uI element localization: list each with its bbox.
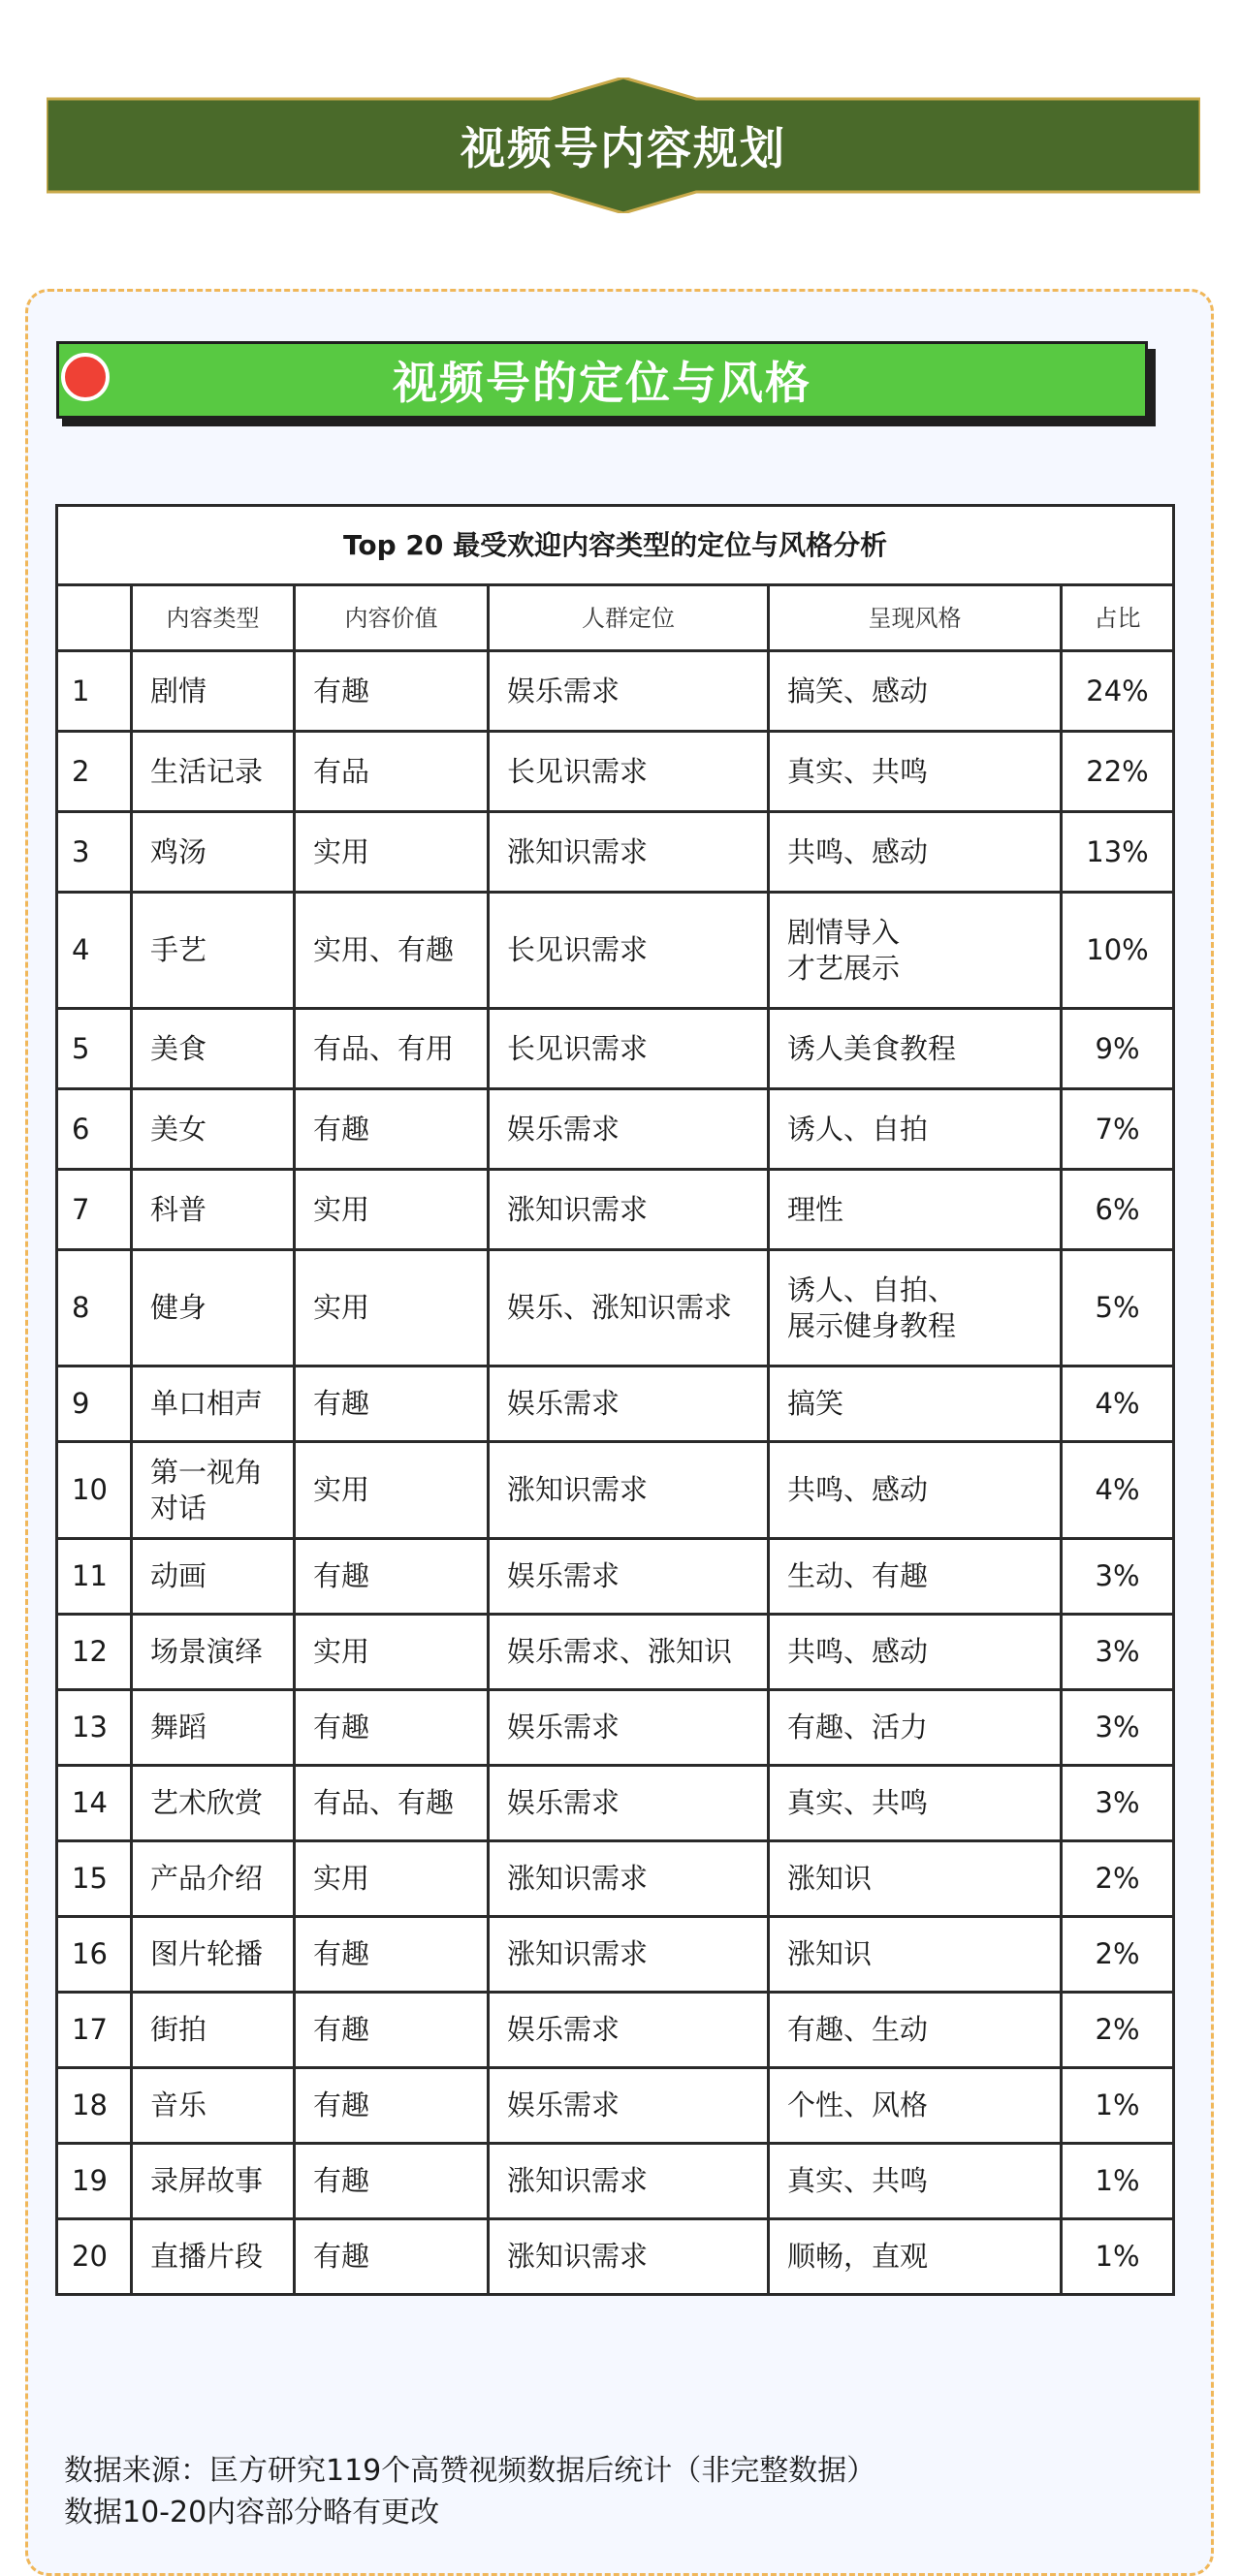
row-index: 12 xyxy=(57,1615,132,1690)
row-style: 诱人美食教程 xyxy=(769,1009,1062,1089)
row-content-value: 有趣 xyxy=(295,1993,489,2068)
row-share: 5% xyxy=(1062,1250,1174,1367)
table-row xyxy=(57,1766,1174,1841)
row-style: 剧情导入 才艺展示 xyxy=(769,893,1062,1009)
row-index: 4 xyxy=(57,893,132,1009)
row-audience: 娱乐需求 xyxy=(489,1690,769,1766)
table-row xyxy=(57,2219,1174,2295)
section-header xyxy=(56,341,1156,424)
row-audience: 娱乐需求 xyxy=(489,1993,769,2068)
row-index: 9 xyxy=(57,1367,132,1442)
header-content-value: 内容价值 xyxy=(295,585,489,651)
row-content-value: 有趣 xyxy=(295,1367,489,1442)
row-content-value: 实用 xyxy=(295,1442,489,1539)
row-content-value: 实用 xyxy=(295,1170,489,1250)
row-audience: 涨知识需求 xyxy=(489,1841,769,1917)
row-style: 诱人、自拍 xyxy=(769,1089,1062,1170)
row-audience: 涨知识需求 xyxy=(489,2219,769,2295)
row-audience: 涨知识需求 xyxy=(489,1442,769,1539)
row-content-value: 有趣 xyxy=(295,651,489,732)
table-row xyxy=(57,1615,1174,1690)
table-row xyxy=(57,1539,1174,1615)
row-audience: 长见识需求 xyxy=(489,732,769,812)
row-content-type: 鸡汤 xyxy=(132,812,295,893)
row-share: 3% xyxy=(1062,1766,1174,1841)
row-content-value: 实用 xyxy=(295,1841,489,1917)
row-share: 22% xyxy=(1062,732,1174,812)
row-content-type: 美女 xyxy=(132,1089,295,1170)
page-banner xyxy=(47,78,1200,213)
row-share: 4% xyxy=(1062,1442,1174,1539)
row-style: 真实、共鸣 xyxy=(769,2144,1062,2219)
row-audience: 娱乐需求、涨知识 xyxy=(489,1615,769,1690)
table-row xyxy=(57,1009,1174,1089)
row-content-type: 直播片段 xyxy=(132,2219,295,2295)
row-style: 有趣、活力 xyxy=(769,1690,1062,1766)
row-index: 17 xyxy=(57,1993,132,2068)
table-row xyxy=(57,1917,1174,1993)
table-row xyxy=(57,2144,1174,2219)
row-audience: 长见识需求 xyxy=(489,1009,769,1089)
table-row xyxy=(57,1250,1174,1367)
row-content-type: 产品介绍 xyxy=(132,1841,295,1917)
row-index: 2 xyxy=(57,732,132,812)
row-audience: 娱乐需求 xyxy=(489,1089,769,1170)
row-share: 1% xyxy=(1062,2219,1174,2295)
row-content-type: 艺术欣赏 xyxy=(132,1766,295,1841)
row-index: 16 xyxy=(57,1917,132,1993)
row-share: 3% xyxy=(1062,1539,1174,1615)
table-row xyxy=(57,1690,1174,1766)
row-share: 2% xyxy=(1062,1917,1174,1993)
row-share: 7% xyxy=(1062,1089,1174,1170)
row-content-value: 有品、有用 xyxy=(295,1009,489,1089)
section-title: 视频号的定位与风格 xyxy=(56,341,1148,419)
row-index: 8 xyxy=(57,1250,132,1367)
table-row xyxy=(57,893,1174,1009)
row-style: 个性、风格 xyxy=(769,2068,1062,2144)
row-style: 诱人、自拍、 展示健身教程 xyxy=(769,1250,1062,1367)
table-title: Top 20 最受欢迎内容类型的定位与风格分析 xyxy=(57,506,1174,585)
row-share: 1% xyxy=(1062,2068,1174,2144)
row-index: 5 xyxy=(57,1009,132,1089)
table-header-row xyxy=(57,585,1174,651)
row-content-type: 图片轮播 xyxy=(132,1917,295,1993)
row-style: 搞笑、感动 xyxy=(769,651,1062,732)
row-content-value: 有趣 xyxy=(295,1917,489,1993)
row-audience: 娱乐需求 xyxy=(489,1539,769,1615)
table-title-row xyxy=(57,506,1174,585)
source-line-2: 数据10-20内容部分略有更改 xyxy=(64,2496,440,2529)
header-style: 呈现风格 xyxy=(769,585,1062,651)
row-share: 2% xyxy=(1062,1993,1174,2068)
row-share: 6% xyxy=(1062,1170,1174,1250)
row-content-type: 生活记录 xyxy=(132,732,295,812)
row-content-type: 科普 xyxy=(132,1170,295,1250)
row-content-type: 单口相声 xyxy=(132,1367,295,1442)
row-content-type: 动画 xyxy=(132,1539,295,1615)
row-share: 9% xyxy=(1062,1009,1174,1089)
row-index: 11 xyxy=(57,1539,132,1615)
row-index: 18 xyxy=(57,2068,132,2144)
row-share: 1% xyxy=(1062,2144,1174,2219)
row-style: 理性 xyxy=(769,1170,1062,1250)
row-share: 10% xyxy=(1062,893,1174,1009)
row-content-type: 剧情 xyxy=(132,651,295,732)
row-index: 15 xyxy=(57,1841,132,1917)
row-style: 共鸣、感动 xyxy=(769,1442,1062,1539)
page-title: 视频号内容规划 xyxy=(461,122,786,174)
row-audience: 长见识需求 xyxy=(489,893,769,1009)
table-row xyxy=(57,1993,1174,2068)
row-audience: 娱乐需求 xyxy=(489,1766,769,1841)
row-content-value: 实用 xyxy=(295,1250,489,1367)
row-content-type: 录屏故事 xyxy=(132,2144,295,2219)
row-content-type: 美食 xyxy=(132,1009,295,1089)
row-audience: 涨知识需求 xyxy=(489,812,769,893)
row-audience: 涨知识需求 xyxy=(489,1917,769,1993)
row-index: 3 xyxy=(57,812,132,893)
row-content-type: 场景演绎 xyxy=(132,1615,295,1690)
data-source-note xyxy=(64,2450,1169,2533)
row-style: 顺畅，直观 xyxy=(769,2219,1062,2295)
row-index: 19 xyxy=(57,2144,132,2219)
row-audience: 娱乐需求 xyxy=(489,1367,769,1442)
row-content-type: 舞蹈 xyxy=(132,1690,295,1766)
table-row xyxy=(57,2068,1174,2144)
row-style: 涨知识 xyxy=(769,1841,1062,1917)
header-content-type: 内容类型 xyxy=(132,585,295,651)
row-content-value: 有品、有趣 xyxy=(295,1766,489,1841)
row-index: 13 xyxy=(57,1690,132,1766)
table-row xyxy=(57,812,1174,893)
row-style: 真实、共鸣 xyxy=(769,1766,1062,1841)
row-style: 共鸣、感动 xyxy=(769,812,1062,893)
row-content-value: 实用 xyxy=(295,812,489,893)
row-share: 24% xyxy=(1062,651,1174,732)
row-index: 1 xyxy=(57,651,132,732)
row-style: 搞笑 xyxy=(769,1367,1062,1442)
row-content-value: 有趣 xyxy=(295,2144,489,2219)
row-content-value: 有趣 xyxy=(295,1089,489,1170)
row-style: 生动、有趣 xyxy=(769,1539,1062,1615)
row-style: 共鸣、感动 xyxy=(769,1615,1062,1690)
row-content-type: 街拍 xyxy=(132,1993,295,2068)
row-share: 3% xyxy=(1062,1615,1174,1690)
row-audience: 涨知识需求 xyxy=(489,2144,769,2219)
row-share: 3% xyxy=(1062,1690,1174,1766)
row-content-type: 健身 xyxy=(132,1250,295,1367)
table-row xyxy=(57,651,1174,732)
row-index: 10 xyxy=(57,1442,132,1539)
row-style: 涨知识 xyxy=(769,1917,1062,1993)
source-line-1: 数据来源：匡方研究119个高赞视频数据后统计（非完整数据） xyxy=(64,2454,876,2488)
table-row xyxy=(57,1367,1174,1442)
header-index xyxy=(57,585,132,651)
red-dot-icon xyxy=(61,353,110,401)
table-row xyxy=(57,1170,1174,1250)
header-audience: 人群定位 xyxy=(489,585,769,651)
header-share: 占比 xyxy=(1062,585,1174,651)
table-row xyxy=(57,1089,1174,1170)
row-index: 14 xyxy=(57,1766,132,1841)
row-content-value: 有趣 xyxy=(295,1539,489,1615)
row-audience: 娱乐需求 xyxy=(489,2068,769,2144)
row-share: 2% xyxy=(1062,1841,1174,1917)
row-content-type: 第一视角 对话 xyxy=(132,1442,295,1539)
row-content-value: 有趣 xyxy=(295,2219,489,2295)
row-content-value: 有趣 xyxy=(295,2068,489,2144)
row-content-value: 实用 xyxy=(295,1615,489,1690)
row-index: 6 xyxy=(57,1089,132,1170)
row-content-type: 音乐 xyxy=(132,2068,295,2144)
row-content-value: 有品 xyxy=(295,732,489,812)
row-audience: 娱乐、涨知识需求 xyxy=(489,1250,769,1367)
row-audience: 涨知识需求 xyxy=(489,1170,769,1250)
row-index: 7 xyxy=(57,1170,132,1250)
table-row xyxy=(57,1841,1174,1917)
row-content-value: 有趣 xyxy=(295,1690,489,1766)
table-row xyxy=(57,1442,1174,1539)
row-style: 真实、共鸣 xyxy=(769,732,1062,812)
row-style: 有趣、生动 xyxy=(769,1993,1062,2068)
row-audience: 娱乐需求 xyxy=(489,651,769,732)
row-index: 20 xyxy=(57,2219,132,2295)
table-row xyxy=(57,732,1174,812)
content-type-table xyxy=(55,504,1175,2296)
row-content-value: 实用、有趣 xyxy=(295,893,489,1009)
row-share: 13% xyxy=(1062,812,1174,893)
row-share: 4% xyxy=(1062,1367,1174,1442)
row-content-type: 手艺 xyxy=(132,893,295,1009)
